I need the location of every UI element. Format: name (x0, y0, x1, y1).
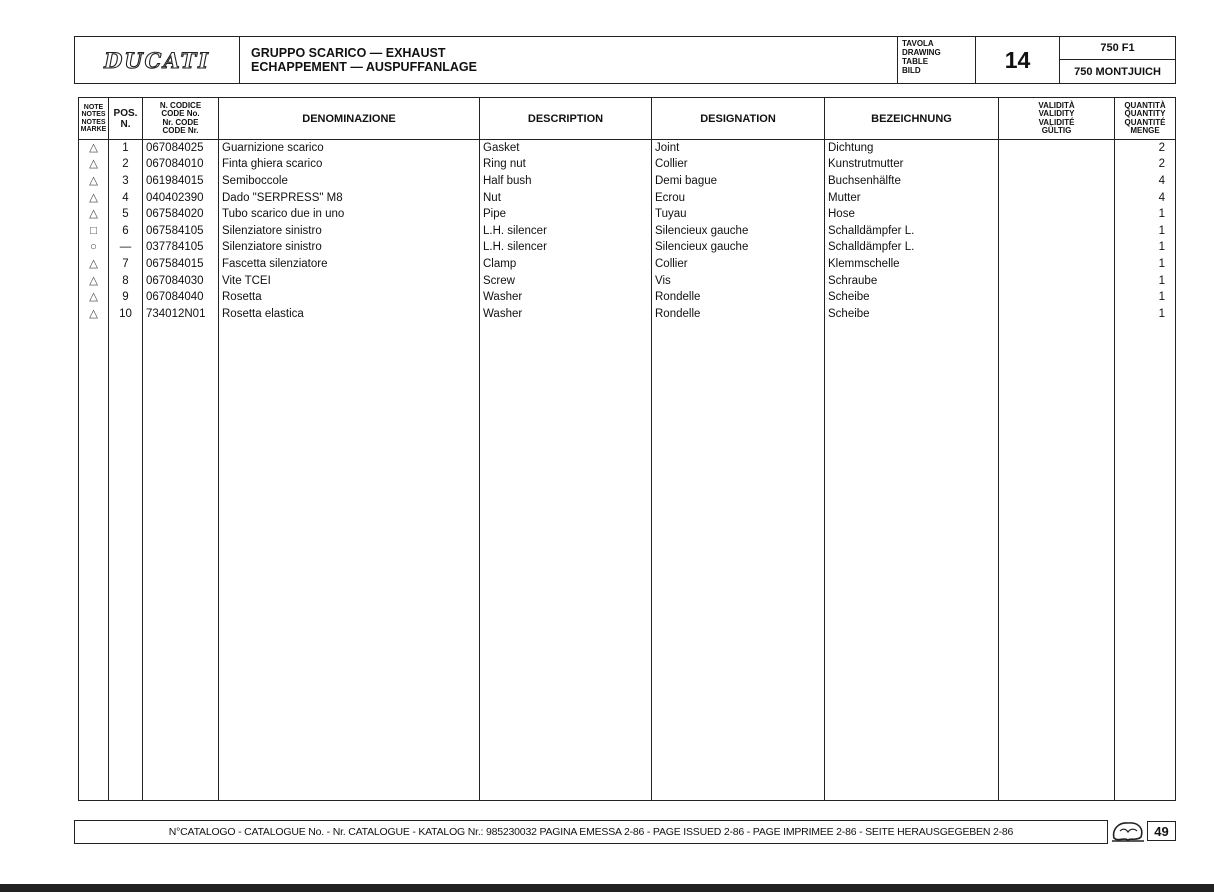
name-german: Mutter (825, 189, 999, 206)
name-english: Washer (480, 305, 652, 322)
note-symbol: △ (79, 272, 109, 289)
col-notes-it: NOTE (83, 103, 104, 111)
name-french: Collier (652, 256, 825, 273)
name-french: Collier (652, 156, 825, 173)
table-row (79, 256, 1176, 273)
table-row (79, 239, 1176, 256)
quantity: 1 (1115, 239, 1176, 256)
name-german: Kunstrutmutter (825, 156, 999, 173)
title-line-2: ECHAPPEMENT — AUSPUFFANLAGE (251, 60, 477, 74)
col-quantity-de: MENGE (1130, 126, 1160, 135)
col-designation: DESIGNATION (652, 98, 825, 140)
col-pos-line1: POS. (113, 107, 138, 119)
name-german: Schalldämpfer L. (825, 222, 999, 239)
col-notes (79, 98, 109, 140)
page-number: 49 (1147, 821, 1176, 841)
col-pos (109, 98, 143, 140)
model-cell (1060, 37, 1175, 83)
note-symbol: △ (79, 140, 109, 157)
catalog-header (74, 36, 1176, 84)
col-validity-fr: VALIDITÉ (1038, 117, 1075, 127)
name-german: Schraube (825, 272, 999, 289)
parts-table-header (79, 98, 1176, 140)
name-french: Silencieux gauche (652, 239, 825, 256)
col-description: DESCRIPTION (480, 98, 652, 140)
validity (999, 289, 1115, 306)
col-quantity-it: QUANTITÀ (1124, 100, 1166, 110)
note-symbol: ○ (79, 239, 109, 256)
name-italian: Vite TCEI (219, 272, 480, 289)
validity (999, 222, 1115, 239)
col-denominazione: DENOMINAZIONE (219, 98, 480, 140)
part-code: 734012N01 (143, 305, 219, 322)
drawing-label-it: TAVOLA (902, 39, 934, 48)
col-validity-en: VALIDITY (1038, 109, 1075, 118)
empty-cell (1115, 322, 1176, 800)
note-symbol: △ (79, 256, 109, 273)
name-french: Ecrou (652, 189, 825, 206)
name-english: Clamp (480, 256, 652, 273)
col-validity-de: GÜLTIG (1041, 126, 1072, 135)
name-french: Rondelle (652, 305, 825, 322)
name-italian: Fascetta silenziatore (219, 256, 480, 273)
name-german: Schalldämpfer L. (825, 239, 999, 256)
empty-cell (652, 322, 825, 800)
validity (999, 140, 1115, 157)
part-code: 040402390 (143, 189, 219, 206)
position-number: 1 (109, 140, 143, 157)
note-symbol: △ (79, 156, 109, 173)
empty-cell (79, 322, 109, 800)
name-italian: Finta ghiera scarico (219, 156, 480, 173)
part-code: 067084040 (143, 289, 219, 306)
position-number: 7 (109, 256, 143, 273)
col-notes-fr: NOTES (81, 118, 106, 126)
drawing-label-en: DRAWING (902, 48, 941, 57)
name-german: Buchsenhälfte (825, 173, 999, 190)
note-symbol: △ (79, 173, 109, 190)
part-code: 067084010 (143, 156, 219, 173)
empty-cell (109, 322, 143, 800)
table-row (79, 156, 1176, 173)
name-english: Gasket (480, 140, 652, 157)
name-italian: Rosetta elastica (219, 305, 480, 322)
drawing-label (898, 37, 976, 83)
name-french: Tuyau (652, 206, 825, 223)
name-italian: Silenziatore sinistro (219, 222, 480, 239)
name-italian: Tubo scarico due in uno (219, 206, 480, 223)
part-code: 067584105 (143, 222, 219, 239)
empty-cell (825, 322, 999, 800)
note-symbol: △ (79, 305, 109, 322)
group-title (240, 37, 898, 83)
name-english: L.H. silencer (480, 222, 652, 239)
validity (999, 189, 1115, 206)
name-german: Dichtung (825, 140, 999, 157)
col-notes-de: MARKE (80, 126, 107, 133)
name-french: Joint (652, 140, 825, 157)
name-english: Pipe (480, 206, 652, 223)
name-french: Vis (652, 272, 825, 289)
drawing-label-de: BILD (902, 66, 921, 75)
col-code-de: CODE Nr. (162, 126, 199, 135)
name-italian: Rosetta (219, 289, 480, 306)
parts-table-body (79, 140, 1176, 801)
name-french: Silencieux gauche (652, 222, 825, 239)
position-number: 6 (109, 222, 143, 239)
empty-rows-area (79, 322, 1176, 800)
model-name-secondary: 750 MONTJUICH (1074, 65, 1161, 78)
col-code (143, 98, 219, 140)
part-code: 067084030 (143, 272, 219, 289)
empty-cell (143, 322, 219, 800)
validity (999, 239, 1115, 256)
validity (999, 272, 1115, 289)
name-english: Nut (480, 189, 652, 206)
validity (999, 156, 1115, 173)
quantity: 1 (1115, 272, 1176, 289)
position-number: 3 (109, 173, 143, 190)
name-english: Ring nut (480, 156, 652, 173)
note-symbol: △ (79, 289, 109, 306)
position-number: 4 (109, 189, 143, 206)
empty-cell (219, 322, 480, 800)
empty-cell (480, 322, 652, 800)
col-notes-en: NOTES (81, 111, 106, 118)
empty-cell (999, 322, 1115, 800)
position-number: — (109, 239, 143, 256)
name-english: Screw (480, 272, 652, 289)
col-pos-line2: N. (120, 118, 131, 130)
table-row (79, 305, 1176, 322)
quantity: 1 (1115, 206, 1176, 223)
part-code: 061984015 (143, 173, 219, 190)
note-symbol: △ (79, 189, 109, 206)
col-code-fr: Nr. CODE (162, 117, 199, 127)
drawing-number: 14 (976, 37, 1060, 83)
drawing-label-fr: TABLE (902, 57, 929, 66)
name-german: Scheibe (825, 305, 999, 322)
table-row (79, 222, 1176, 239)
validity (999, 173, 1115, 190)
note-symbol: □ (79, 222, 109, 239)
quantity: 4 (1115, 173, 1176, 190)
position-number: 9 (109, 289, 143, 306)
name-french: Demi bague (652, 173, 825, 190)
position-number: 2 (109, 156, 143, 173)
quantity: 2 (1115, 140, 1176, 157)
ducati-logo: DUCATI (104, 47, 210, 73)
quantity: 2 (1115, 156, 1176, 173)
model-name-primary: 750 F1 (1060, 37, 1175, 60)
validity (999, 256, 1115, 273)
col-validity-it: VALIDITÀ (1038, 100, 1075, 110)
validity (999, 206, 1115, 223)
col-code-en: CODE No. (161, 109, 200, 118)
table-row (79, 289, 1176, 306)
name-german: Hose (825, 206, 999, 223)
part-code: 067584020 (143, 206, 219, 223)
col-bezeichnung: BEZEICHNUNG (825, 98, 999, 140)
note-symbol: △ (79, 206, 109, 223)
quantity: 1 (1115, 256, 1176, 273)
catalog-footer: N°CATALOGO - CATALOGUE No. - Nr. CATALOGUE - KATALOG Nr.: 985230032 PAGINA EMESSA 2-86 - PAGE ISSUED 2-86 - PAGE IMPRIMEE 2-86 - SEITE HERAUSGEGEBEN 2-86 (74, 820, 1108, 844)
part-code: 037784105 (143, 239, 219, 256)
table-row (79, 173, 1176, 190)
table-row (79, 272, 1176, 289)
quantity: 1 (1115, 222, 1176, 239)
position-number: 5 (109, 206, 143, 223)
scan-border (0, 884, 1214, 892)
name-english: Washer (480, 289, 652, 306)
col-quantity-fr: QUANTITÉ (1124, 117, 1166, 127)
col-quantity (1115, 98, 1176, 140)
position-number: 10 (109, 305, 143, 322)
col-quantity-en: QUANTITY (1124, 109, 1166, 118)
title-line-1: GRUPPO SCARICO — EXHAUST (251, 46, 446, 60)
table-row (79, 189, 1176, 206)
table-row (79, 206, 1176, 223)
table-row (79, 140, 1176, 157)
quantity: 1 (1115, 305, 1176, 322)
name-italian: Semiboccole (219, 173, 480, 190)
name-german: Klemmschelle (825, 256, 999, 273)
name-english: L.H. silencer (480, 239, 652, 256)
quantity: 1 (1115, 289, 1176, 306)
col-validity (999, 98, 1115, 140)
part-code: 067584015 (143, 256, 219, 273)
parts-table (78, 97, 1176, 801)
name-italian: Silenziatore sinistro (219, 239, 480, 256)
validity (999, 305, 1115, 322)
part-code: 067084025 (143, 140, 219, 157)
name-english: Half bush (480, 173, 652, 190)
logo-cell (75, 37, 240, 83)
col-code-it: N. CODICE (159, 100, 202, 110)
position-number: 8 (109, 272, 143, 289)
book-page-icon (1110, 818, 1146, 844)
quantity: 4 (1115, 189, 1176, 206)
name-italian: Dado "SERPRESS" M8 (219, 189, 480, 206)
name-german: Scheibe (825, 289, 999, 306)
name-french: Rondelle (652, 289, 825, 306)
name-italian: Guarnizione scarico (219, 140, 480, 157)
